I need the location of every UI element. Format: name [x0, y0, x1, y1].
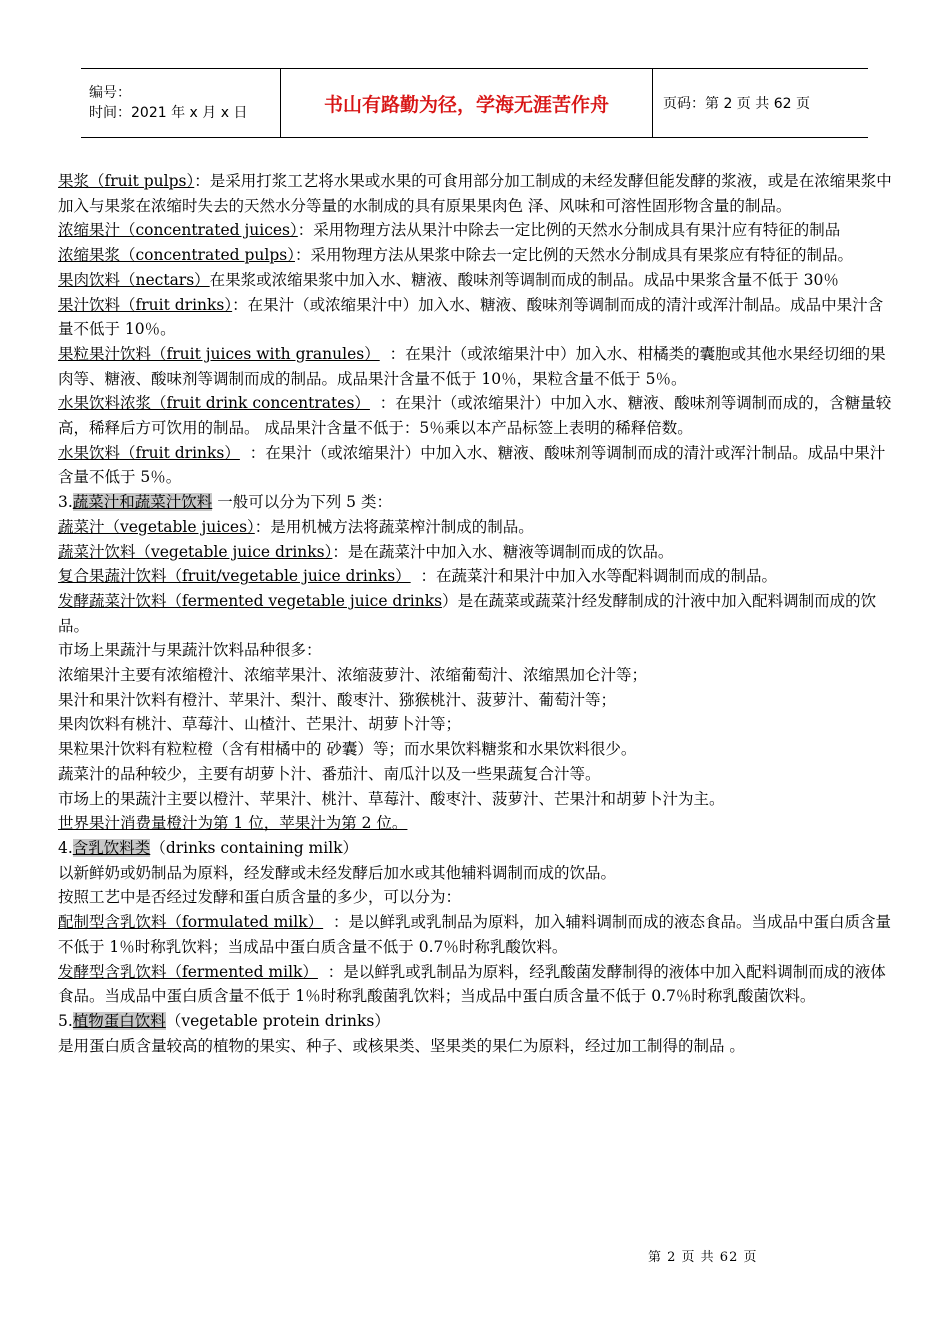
definition: 在蔬菜汁和果汁中加入水等配料调制而成的制品。: [436, 567, 778, 586]
market-line: 市场上果蔬汁与果蔬汁饮料品种很多：: [58, 641, 322, 660]
page-header: [81, 68, 868, 138]
definition: 在果汁（或浓缩果汁）中加入水、糖液、酸味剂等调制而成的清汁或浑汁制品。成品中果汁含量不低于 5％。: [58, 443, 886, 487]
market-summary: 世界果汁消费量橙汁为第 1 位，苹果汁为第 2 位。: [58, 814, 408, 833]
term: 果肉饮料（nectars）: [58, 270, 210, 289]
def-fruit-drink-concentrates: 水果饮料浓浆（fruit drink concentrates） ：在果汁（或浓缩果汁）中加入水、糖液、酸味剂等调制而成的，含糖量较高，稀释后方可饮用的制品。 成品果汁含量不低于：5％乘以本产品标签上表明的稀释倍数。: [58, 394, 892, 438]
term: 发酵蔬菜汁饮料（fermented vegetable juice drinks: [58, 591, 443, 610]
market-line: 市场上的果蔬汁主要以橙汁、苹果汁、桃汁、草莓汁、酸枣汁、菠萝汁、芒果汁和胡萝卜汁为主。: [58, 789, 725, 808]
def-fruit-vegetable-juice-drinks: 复合果蔬汁饮料（fruit/vegetable juice drinks） ：在蔬菜汁和果汁中加入水等配料调制而成的制品。: [58, 567, 778, 586]
definition: 在果汁（或浓缩果汁中）加入水、柑橘类的囊胞或其他水果经切细的果肉等、糖液、酸味剂等调制而成的制品。成品果汁含量不低于 10％，果粒含量不低于 5％。: [58, 344, 886, 388]
term: 配制型含乳饮料（formulated milk）: [58, 913, 324, 932]
section-title: 植物蛋白饮料: [72, 1011, 166, 1030]
section-title: 含乳饮料类: [72, 838, 151, 857]
definition: 在果汁（或浓缩果汁）中加入水、糖液、酸味剂等调制而成的，含糖量较高，稀释后方可饮用的制品。 成品果汁含量不低于：5％乘以本产品标签上表明的稀释倍数。: [58, 394, 892, 438]
header-info: [81, 69, 281, 137]
market-line: 蔬菜汁的品种较少，主要有胡萝卜汁、番茄汁、南瓜汁以及一些果蔬复合汁等。: [58, 764, 601, 783]
def-fermented-milk: 发酵型含乳饮料（fermented milk） ：是以鲜乳或乳制品为原料，经乳酸菌发酵制得的液体中加入配料调制而成的液体食品。当成品中蛋白质含量不低于 1％时称乳酸菌乳饮料；当成品中蛋白质含量不低于 0.7％时称乳酸菌饮料。: [58, 962, 886, 1006]
term: 浓缩果浆（concentrated pulps）: [58, 246, 295, 265]
section-5-heading: 5.植物蛋白饮料（vegetable protein drinks）: [58, 1011, 390, 1030]
milk-intro: 按照工艺中是否经过发酵和蛋白质含量的多少，可以分为：: [58, 888, 462, 907]
section-4-heading: 4.含乳饮料类（drinks containing milk）: [58, 838, 359, 857]
term: 蔬菜汁（vegetable juices）: [58, 517, 255, 536]
definition: 是采用打浆工艺将水果或水果的可食用部分加工制成的未经发酵但能发酵的浆液，或是在浓缩果浆中加入与果浆在浓缩时失去的天然水分等量的水制成的具有原果果肉色 泽、风味和可溶性固形物含量的制品。: [58, 172, 892, 215]
def-fruit-juices-granules: 果粒果汁饮料（fruit juices with granules） ：在果汁（或浓缩果汁中）加入水、柑橘类的囊胞或其他水果经切细的果肉等、糖液、酸味剂等调制而成的制品。成品果汁含量不低于 10％，果粒含量不低于 5％。: [58, 344, 886, 388]
milk-intro: 以新鲜奶或奶制品为原料，经发酵或未经发酵后加水或其他辅料调制而成的饮品。: [58, 863, 617, 882]
def-fermented-vegetable-juice: 发酵蔬菜汁饮料（fermented vegetable juice drinks）是在蔬菜或蔬菜汁经发酵制成的汁液中加入配料调制而成的饮品。: [58, 591, 877, 635]
section-title: 蔬菜汁和蔬菜汁饮料: [72, 493, 213, 512]
term: 蔬菜汁饮料（vegetable juice drinks）: [58, 542, 333, 561]
plant-protein-definition: 是用蛋白质含量较高的植物的果实、种子、或核果类、坚果类的果仁为原料，经过加工制得的制品 。: [58, 1036, 745, 1055]
term: 浓缩果汁（concentrated juices）: [58, 221, 298, 240]
market-line: 浓缩果汁主要有浓缩橙汁、浓缩苹果汁、浓缩菠萝汁、浓缩葡萄汁、浓缩黑加仑汁等；: [58, 666, 648, 685]
term: 水果饮料浓浆（fruit drink concentrates）: [58, 394, 370, 413]
def-fruit-drinks-2: 水果饮料（fruit drinks） ：在果汁（或浓缩果汁）中加入水、糖液、酸味剂等调制而成的清汁或浑汁制品。成品中果汁含量不低于 5％。: [58, 443, 886, 487]
definition: 采用物理方法从果浆中除去一定比例的天然水分制成具有果浆应有特征的制品。: [310, 246, 853, 265]
term: 果浆（fruit pulps）: [58, 172, 195, 190]
term: 水果饮料（fruit drinks）: [58, 443, 240, 462]
header-number: 编号：: [89, 85, 131, 101]
term: 发酵型含乳饮料（fermented milk）: [58, 962, 318, 981]
term: 复合果蔬汁饮料（fruit/vegetable juice drinks）: [58, 567, 411, 586]
def-fruit-pulps: 果浆（fruit pulps）：是采用打浆工艺将水果或水果的可食用部分加工制成的未经发酵但能发酵的浆液，或是在浓缩果浆中加入与果浆在浓缩时失去的天然水分等量的水制成的具有原果果肉色 泽、风味和可溶性固形物含量的制品。: [58, 172, 892, 215]
def-nectars: [58, 268, 893, 293]
market-line: 果肉饮料有桃汁、草莓汁、山楂汁、芒果汁、胡萝卜汁等；: [58, 715, 462, 734]
section-3-heading: 3.蔬菜汁和蔬菜汁饮料 一般可以分为下列 5 类：: [58, 493, 392, 512]
header-page-label: 页码：第 2 页 共 62 页: [663, 96, 810, 112]
definition: 是以鲜乳或乳制品为原料，加入辅料调制而成的液态食品。当成品中蛋白质含量不低于 1％时称乳饮料；当成品中蛋白质含量不低于 0.7％时称乳酸饮料。: [58, 913, 891, 956]
definition: 采用物理方法从果汁中除去一定比例的天然水分制成具有果汁应有特征的制品: [313, 221, 841, 240]
def-vegetable-juices: 蔬菜汁（vegetable juices）：是用机械方法将蔬菜榨汁制成的制品。: [58, 517, 534, 536]
def-vegetable-juice-drinks: 蔬菜汁饮料（vegetable juice drinks）：是在蔬菜汁中加入水、糖液等调制而成的饮品。: [58, 542, 674, 561]
document-body: [58, 169, 893, 1058]
header-date: 时间：2021 年 x 月 x 日: [89, 105, 248, 121]
definition: 是以鲜乳或乳制品为原料，经乳酸菌发酵制得的液体中加入配料调制而成的液体食品。当成品中蛋白质含量不低于 1％时称乳酸菌乳饮料；当成品中蛋白质含量不低于 0.7％时称乳酸菌饮料。: [58, 962, 886, 1006]
page-footer: 第 2 页 共 62 页: [648, 1250, 758, 1265]
definition: 在果汁（或浓缩果汁中）加入水、糖液、酸味剂等调制而成的清汁或浑汁制品。成品中果汁含量不低于 10％。: [58, 295, 884, 339]
definition: 是在蔬菜汁中加入水、糖液等调制而成的饮品。: [347, 542, 674, 561]
term: 果汁饮料（fruit drinks）: [58, 295, 233, 314]
def-formulated-milk: 配制型含乳饮料（formulated milk） ：是以鲜乳或乳制品为原料，加入辅料调制而成的液态食品。当成品中蛋白质含量不低于 1％时称乳饮料；当成品中蛋白质含量不低于 0.7％时称乳酸饮料。: [58, 913, 891, 956]
market-line: 果粒果汁饮料有粒粒橙（含有柑橘中的 砂囊）等；而水果饮料糖浆和水果饮料很少。: [58, 740, 637, 759]
definition: 在果浆或浓缩果浆中加入水、糖液、酸味剂等调制而成的制品。成品中果浆含量不低于 30％: [209, 270, 839, 289]
term: 果粒果汁饮料（fruit juices with granules）: [58, 344, 380, 363]
header-motto: 书山有路勤为径，学海无涯苦作舟: [281, 69, 653, 137]
def-concentrated-pulps: 浓缩果浆（concentrated pulps）：采用物理方法从果浆中除去一定比例的天然水分制成具有果浆应有特征的制品。: [58, 246, 853, 265]
market-line: 果汁和果汁饮料有橙汁、苹果汁、梨汁、酸枣汁、猕猴桃汁、菠萝汁、葡萄汁等；: [58, 690, 617, 709]
def-fruit-drinks: 果汁饮料（fruit drinks）：在果汁（或浓缩果汁中）加入水、糖液、酸味剂等调制而成的清汁或浑汁制品。成品中果汁含量不低于 10％。: [58, 295, 884, 339]
def-concentrated-juices: 浓缩果汁（concentrated juices）：采用物理方法从果汁中除去一定比例的天然水分制成具有果汁应有特征的制品: [58, 221, 841, 240]
definition: 是在蔬菜或蔬菜汁经发酵制成的汁液中加入配料调制而成的饮品。: [58, 591, 877, 635]
definition: 是用机械方法将蔬菜榨汁制成的制品。: [270, 517, 534, 536]
